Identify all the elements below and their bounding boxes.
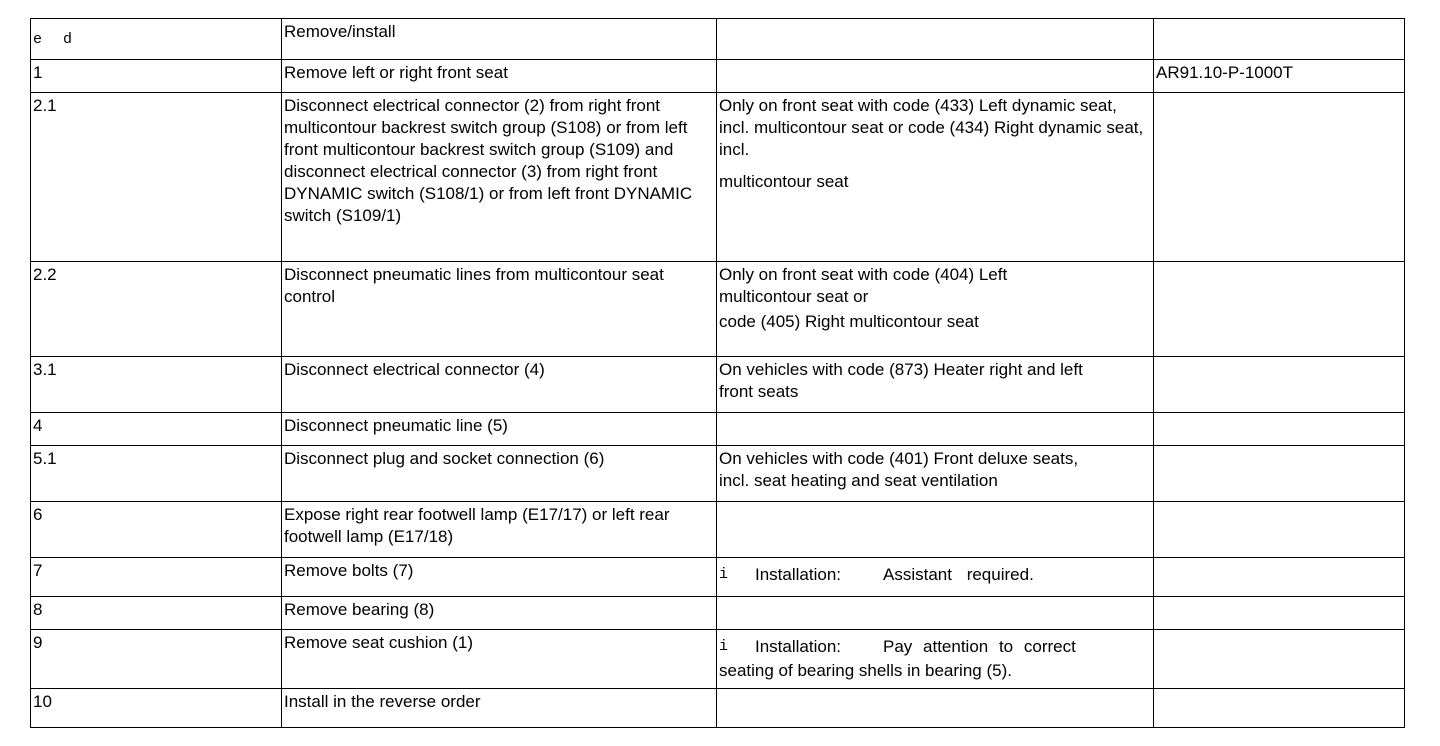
note-cell [717, 630, 1154, 689]
note-paragraph: multicontour seat [719, 172, 849, 191]
ref-cell [1154, 262, 1405, 357]
ref-cell [1154, 630, 1405, 689]
note-cell: On vehicles with code (401) Front deluxe seats, incl. seat heating and seat ventilation [717, 446, 1154, 502]
action-cell: Remove bolts (7) [282, 558, 717, 597]
note-cell [717, 413, 1154, 446]
step-cell: 10 [31, 689, 282, 728]
note-cell: On vehicles with code (873) Heater right and left front seats [717, 357, 1154, 413]
note-cell [717, 19, 1154, 60]
note-text: Assistant required. [883, 565, 1034, 584]
header-step: e d [33, 31, 79, 48]
note-cell [717, 60, 1154, 93]
ref-cell[interactable]: AR91.10-P-1000T [1154, 60, 1405, 93]
step-cell: 7 [31, 558, 282, 597]
note-cell [717, 689, 1154, 728]
action-cell: Disconnect pneumatic lines from multicontour seat control [282, 262, 717, 357]
note-cell [717, 597, 1154, 630]
header-row [31, 19, 1405, 60]
ref-cell [1154, 558, 1405, 597]
action-cell: Disconnect electrical connector (4) [282, 357, 717, 413]
info-icon: i [719, 638, 729, 655]
note-cell [717, 262, 1154, 357]
table-row [31, 60, 1405, 93]
ref-cell [1154, 689, 1405, 728]
table-row [31, 597, 1405, 630]
step-cell: 5.1 [31, 446, 282, 502]
info-icon: i [719, 566, 729, 583]
step-cell: 1 [31, 60, 282, 93]
installation-note [719, 564, 1150, 586]
step-cell: 9 [31, 630, 282, 689]
table-row [31, 93, 1405, 262]
ref-cell [1154, 357, 1405, 413]
note-label: Installation: [755, 637, 841, 656]
action-cell: Remove bearing (8) [282, 597, 717, 630]
ref-cell [1154, 19, 1405, 60]
step-cell: 3.1 [31, 357, 282, 413]
note-cell [717, 502, 1154, 558]
action-cell: Remove/install [282, 19, 717, 60]
action-cell: Disconnect plug and socket connection (6) [282, 446, 717, 502]
ref-cell [1154, 597, 1405, 630]
note-cell [717, 93, 1154, 262]
action-cell: Expose right rear footwell lamp (E17/17) or left rear footwell lamp (E17/18) [282, 502, 717, 558]
note-text-continued: seating of bearing shells in bearing (5). [719, 661, 1012, 680]
step-cell: 6 [31, 502, 282, 558]
step-cell: 2.2 [31, 262, 282, 357]
note-paragraph: code (405) Right multicontour seat [719, 312, 979, 331]
step-cell: 2.1 [31, 93, 282, 262]
action-cell: Disconnect pneumatic line (5) [282, 413, 717, 446]
note-label: Installation: [755, 565, 841, 584]
note-paragraph: Only on front seat with code (404) Left multicontour seat or [719, 265, 1008, 306]
action-cell: Remove seat cushion (1) [282, 630, 717, 689]
table-row [31, 502, 1405, 558]
action-cell: Disconnect electrical connector (2) from right front multicontour backrest switch group (S108) or from left front multicontour backrest switch group (S109) and disconnect electrical connector (3) from right front DYNAMIC switch (S108/1) or from left front DYNAMIC switch (S109/1) [282, 93, 717, 262]
ref-cell [1154, 446, 1405, 502]
note-text: Pay attention to correct [883, 637, 1076, 656]
installation-note [719, 636, 1150, 658]
ref-cell [1154, 93, 1405, 262]
ref-cell [1154, 502, 1405, 558]
table-row [31, 630, 1405, 689]
table-row [31, 413, 1405, 446]
table-row [31, 689, 1405, 728]
action-cell: Remove left or right front seat [282, 60, 717, 93]
ref-cell [1154, 413, 1405, 446]
step-cell: 4 [31, 413, 282, 446]
note-paragraph: Only on front seat with code (433) Left dynamic seat, incl. multicontour seat or code (434) Right dynamic seat, incl. [719, 96, 1144, 159]
note-cell [717, 558, 1154, 597]
action-cell: Install in the reverse order [282, 689, 717, 728]
table-row [31, 262, 1405, 357]
table-row [31, 357, 1405, 413]
step-cell: 8 [31, 597, 282, 630]
procedure-table [30, 18, 1405, 728]
step-cell [31, 19, 282, 60]
table-row [31, 446, 1405, 502]
table-row [31, 558, 1405, 597]
